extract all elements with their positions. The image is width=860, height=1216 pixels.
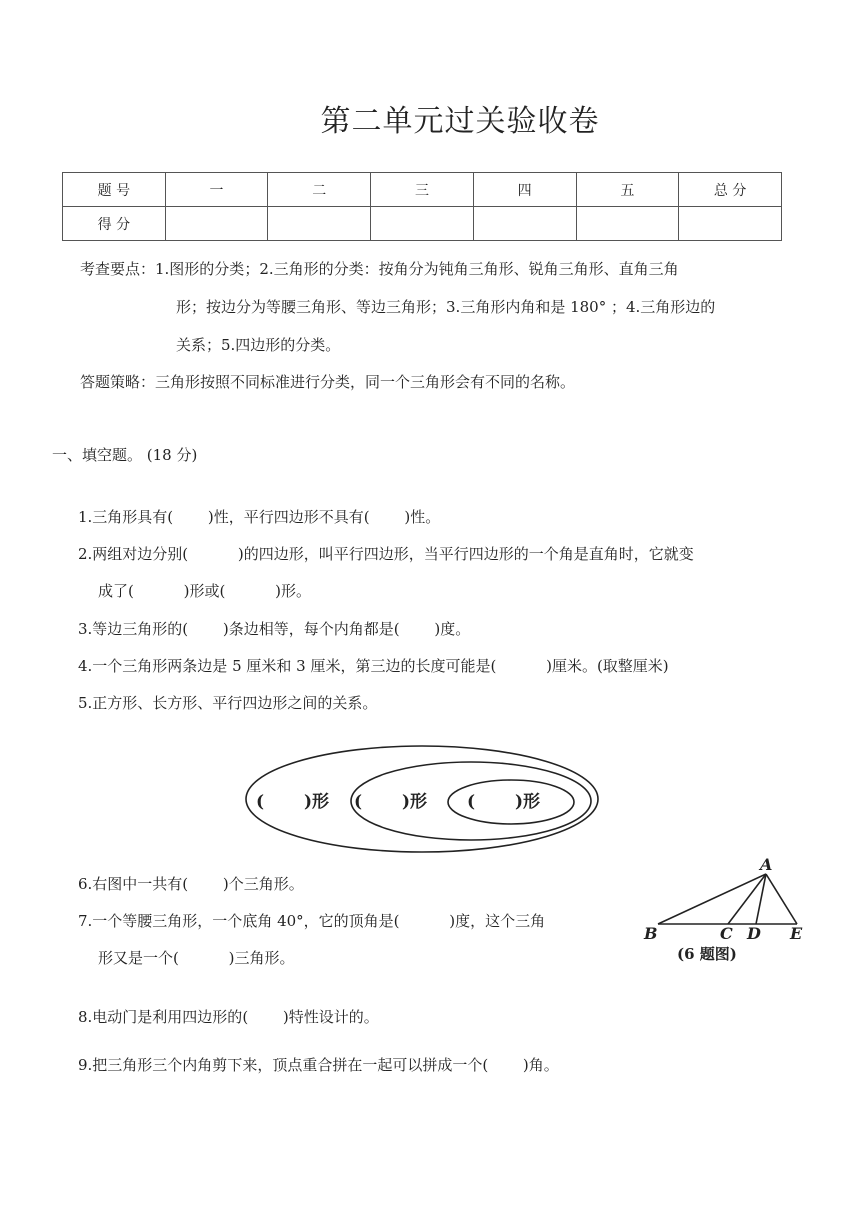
question-9: 9.把三角形三个内角剪下来，顶点重合拼在一起可以拼成一个( )角。 bbox=[78, 1056, 559, 1074]
score-input-cell[interactable] bbox=[473, 207, 576, 241]
question-2-continued: 成了( )形或( )形。 bbox=[98, 582, 311, 600]
question-7-continued: 形又是一个( )三角形。 bbox=[98, 949, 295, 967]
score-table-score-row bbox=[63, 207, 782, 241]
point-label-a: A bbox=[760, 855, 773, 874]
nested-ellipses-diagram bbox=[242, 743, 622, 855]
triangle-figure bbox=[640, 852, 820, 970]
strategy-text: 答题策略：三角形按照不同标准进行分类，同一个三角形会有不同的名称。 bbox=[80, 373, 576, 391]
question-6: 6.右图中一共有( )个三角形。 bbox=[78, 875, 304, 893]
question-3: 3.等边三角形的( )条边相等，每个内角都是( )度。 bbox=[78, 620, 471, 638]
table-cell: 三 bbox=[371, 173, 474, 207]
score-input-cell[interactable] bbox=[576, 207, 679, 241]
point-label-e: E bbox=[790, 924, 803, 943]
key-points-line: 形；按边分为等腰三角形、等边三角形；3.三角形内角和是 180° ；4.三角形边的 bbox=[176, 298, 716, 316]
line-ab bbox=[658, 874, 766, 924]
question-7: 7.一个等腰三角形，一个底角 40°，它的顶角是( )度，这个三角 bbox=[78, 912, 546, 930]
question-4: 4.一个三角形两条边是 5 厘米和 3 厘米，第三边的长度可能是( )厘米。(取整厘米) bbox=[78, 657, 669, 675]
key-points-line: 关系；5.四边形的分类。 bbox=[176, 336, 341, 354]
question-8: 8.电动门是利用四边形的( )特性设计的。 bbox=[78, 1008, 379, 1026]
question-5: 5.正方形、长方形、平行四边形之间的关系。 bbox=[78, 694, 378, 712]
point-label-c: C bbox=[720, 924, 733, 943]
table-cell: 四 bbox=[473, 173, 576, 207]
score-input-cell[interactable] bbox=[679, 207, 782, 241]
figure-caption: (6 题图) bbox=[677, 945, 737, 963]
point-label-d: D bbox=[747, 924, 761, 943]
score-input-cell[interactable] bbox=[268, 207, 371, 241]
table-cell: 得 分 bbox=[63, 207, 166, 241]
score-table-header-row bbox=[63, 173, 782, 207]
point-label-b: B bbox=[644, 924, 658, 943]
table-cell: 题 号 bbox=[63, 173, 166, 207]
table-cell: 五 bbox=[576, 173, 679, 207]
table-cell: 一 bbox=[165, 173, 268, 207]
score-input-cell[interactable] bbox=[371, 207, 474, 241]
inner-ellipse-label: ( )形 bbox=[467, 792, 541, 812]
question-2: 2.两组对边分别( )的四边形，叫平行四边形，当平行四边形的一个角是直角时，它就变 bbox=[78, 545, 694, 563]
outer-ellipse-label: ( )形 bbox=[256, 792, 330, 812]
middle-ellipse-label: ( )形 bbox=[354, 792, 428, 812]
table-cell: 二 bbox=[268, 173, 371, 207]
score-table bbox=[62, 172, 782, 241]
line-ae bbox=[766, 874, 797, 924]
question-1: 1.三角形具有( )性，平行四边形不具有( )性。 bbox=[78, 508, 441, 526]
score-input-cell[interactable] bbox=[165, 207, 268, 241]
table-cell: 总 分 bbox=[679, 173, 782, 207]
page-title: 第二单元过关验收卷 bbox=[320, 104, 600, 139]
key-points-line: 考查要点：1.图形的分类；2.三角形的分类：按角分为钝角三角形、锐角三角形、直角三角 bbox=[80, 260, 679, 278]
section-heading: 一、填空题。 (18 分) bbox=[52, 446, 198, 464]
